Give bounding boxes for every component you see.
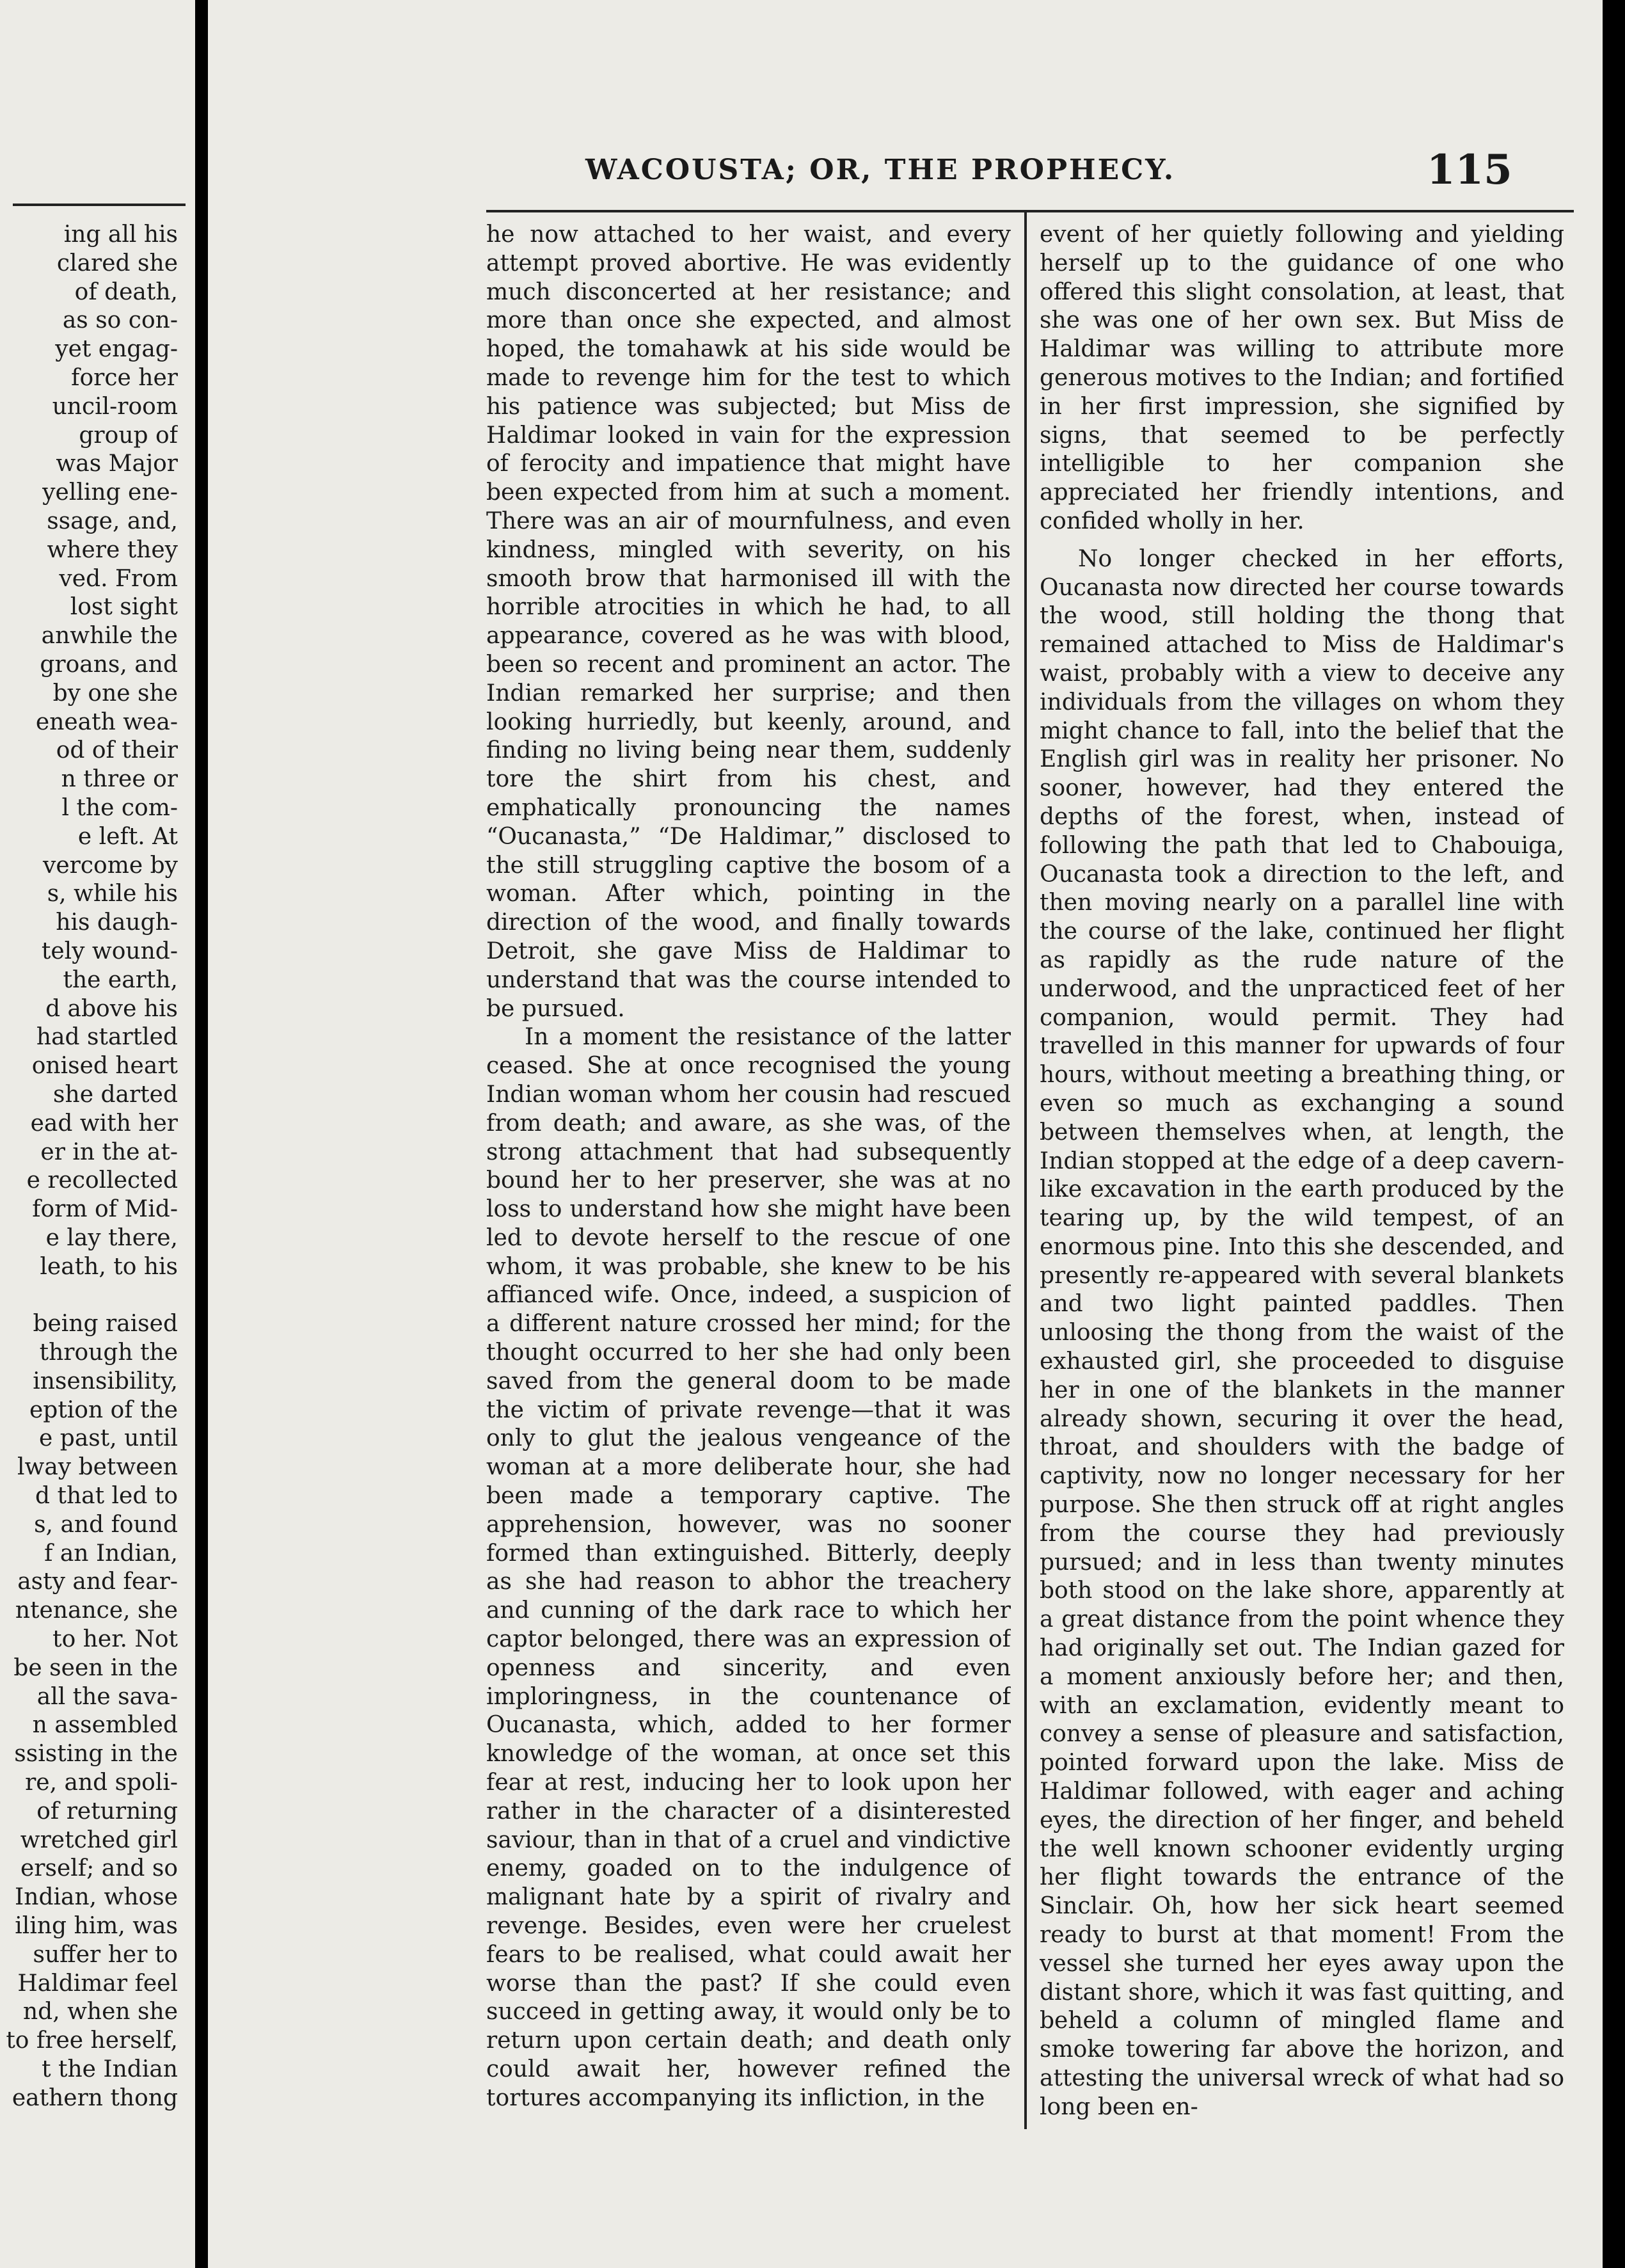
previous-page-line: was Major: [56, 451, 178, 477]
previous-page-line: e recollected: [26, 1167, 178, 1194]
previous-page-line: form of Mid-: [32, 1196, 178, 1223]
previous-page-line: e left. At: [77, 823, 178, 850]
previous-page-line: lway between: [17, 1454, 178, 1481]
previous-page-line: insensibility,: [33, 1368, 178, 1394]
previous-page-line: all the sava-: [36, 1683, 178, 1710]
previous-page-line: n assembled: [32, 1712, 178, 1739]
previous-page-line: nd, when she: [22, 1999, 178, 2025]
header-rule: [486, 210, 1574, 212]
previous-page-line: ing all his: [63, 221, 178, 248]
previous-page-line: to her. Not: [52, 1626, 178, 1653]
previous-page-line: by one she: [52, 680, 178, 707]
running-title: WACOUSTA; OR, THE PROPHECY.: [585, 154, 1176, 186]
previous-page-line: iling him, was: [15, 1913, 178, 1940]
previous-page-line: asty and fear-: [17, 1569, 178, 1595]
previous-page-line: vercome by: [43, 852, 178, 879]
previous-page-line: Indian, whose: [15, 1884, 178, 1911]
previous-page-line: re, and spoli-: [25, 1769, 178, 1796]
previous-page-line: ead with her: [30, 1110, 178, 1137]
previous-page-line: l the com-: [61, 794, 178, 821]
previous-page-line: clared she: [56, 250, 178, 276]
previous-page-line: group of: [79, 422, 178, 449]
paragraph: event of her quietly following and yielding herself up to the guidance of one who offered this slight consolation, at least, that she was one of her own sex. But Miss de Haldimar was willing to attribute more generous motives to the Indian; and fortified in her first impression, she signified by signs, that seemed to be perfectly intelligible to her companion she appreciated her friendly intentions, and confided wholly in her.: [1040, 221, 1564, 534]
previous-page-line: eathern thong: [12, 2084, 178, 2111]
page-number: 115: [1427, 146, 1512, 194]
right-text-column: [1040, 221, 1564, 2134]
previous-page-line: anwhile the: [41, 623, 178, 650]
previous-page-line: tely wound-: [41, 938, 178, 964]
running-header: [208, 146, 1603, 211]
previous-page-line: eption of the: [29, 1396, 178, 1423]
previous-page-line: f an Indian,: [44, 1540, 178, 1567]
previous-page-line: d that led to: [35, 1483, 178, 1510]
previous-page-text-column: [0, 221, 178, 2113]
previous-page-line: of returning: [36, 1798, 178, 1825]
previous-page-line: s, and found: [34, 1511, 178, 1538]
previous-page-line: the earth,: [63, 966, 178, 993]
previous-page-line: s, while his: [47, 881, 178, 907]
column-divider: [1024, 212, 1027, 2129]
previous-page-line: d above his: [45, 995, 178, 1022]
previous-page-line: through the: [39, 1339, 178, 1366]
previous-page-line: [0, 1281, 178, 1310]
previous-page-line: yet engag-: [55, 336, 178, 363]
previous-page-line: to free herself,: [6, 2027, 178, 2054]
previous-page-line: lost sight: [70, 594, 178, 621]
previous-page-line: his daugh-: [56, 909, 178, 936]
previous-page-line: Haldimar feel: [17, 1970, 178, 1997]
previous-page-line: force her: [71, 364, 178, 391]
previous-page-line: being raised: [33, 1311, 178, 1338]
previous-page-line: where they: [47, 536, 178, 563]
previous-page-line: er in the at-: [40, 1138, 178, 1165]
previous-page-line: eneath wea-: [35, 708, 178, 735]
previous-page-line: ssage, and,: [47, 507, 178, 534]
previous-page-line: suffer her to: [33, 1941, 178, 1968]
paragraph: he now attached to her waist, and every attempt proved abortive. He was evidently much disconcerted at her resistance; and more than once she expected, and almost hoped, the tomahawk at his side would be made to revenge him for the test to which his patience was subjected; but Miss de Haldimar looked in vain for the expression of ferocity and impatience that might have been expected from him at such a moment. There was an air of mournfulness, and even kindness, mingled with severity, on his smooth brow that harmonised ill with the horrible atrocities in which he had, to all appearance, covered as he was with blood, been so recent and prominent an actor. The Indian remarked her surprise; and then looking hurriedly, but keenly, around, and finding no living being near them, suddenly tore the shirt from his chest, and emphatically pronouncing the names “Oucanasta,” “De Haldimar,” disclosed to the still struggling captive the bosom of a woman. After which, pointing in the direction of the wood, and finally towards Detroit, she gave Miss de Haldimar to understand that was the course intended to be pursued.: [486, 221, 1011, 1022]
paragraph: In a moment the resistance of the latter ceased. She at once recognised the young Indian woman whom her cousin had rescued from death; and aware, as she was, of the strong attachment that had subsequently bound her to her preserver, she was at no loss to understand how she might have been led to devote herself to the rescue of one whom, it was probable, she knew to be his affianced wife. Once, indeed, a suspicion of a different nature crossed her mind; for the thought occurred to her she had only been saved from the general doom to be made the victim of private revenge—that it was only to glut the jealous vengeance of the woman at a more deliberate hour, she had been made a temporary captive. The apprehension, however, was no sooner formed than extinguished. Bitterly, deeply as she had reason to abhor the treachery and cunning of the dark race to which her captor belonged, there was an expression of openness and sincerity, and even imploringness, in the countenance of Oucanasta, which, added to her former knowledge of the woman, at once set this fear at rest, inducing her to look upon her rather in the character of a disinterested saviour, than in that of a cruel and vindictive enemy, goaded on to the indulgence of malignant hate by a spirit of rivalry and revenge. Besides, even were her cruelest fears to be realised, what could await her worse than the past? If she could even succeed in getting away, it would only be to return upon certain death; and death only could await her, however refined the tortures accompanying its infliction, in the: [486, 1024, 1011, 2111]
current-page: [208, 0, 1603, 2268]
previous-page-line: e past, until: [39, 1425, 178, 1452]
previous-page-line: leath, to his: [40, 1253, 178, 1280]
previous-page-line: as so con-: [62, 307, 178, 334]
previous-page-line: ved. From: [59, 565, 178, 592]
previous-page-line: wretched girl: [20, 1826, 178, 1853]
previous-page: [0, 0, 195, 2268]
previous-page-line: od of their: [56, 737, 178, 764]
previous-page-line: had startled: [36, 1024, 178, 1051]
previous-page-line: t the Indian: [42, 2056, 178, 2082]
paragraph: No longer checked in her efforts, Oucanasta now directed her course towards the wood, still holding the thong that remained attached to Miss de Haldimar's waist, probably with a view to deceive any individuals from the villages on whom they might chance to fall, into the belief that the English girl was in reality her prisoner. No sooner, however, had they entered the depths of the forest, when, instead of following the path that led to Chabouiga, Oucanasta took a direction to the left, and then moving nearly on a parallel line with the course of the lake, continued her flight as rapidly as the rude nature of the underwood, and the unpracticed feet of her companion, would permit. They had travelled in this manner for upwards of four hours, without meeting a breathing thing, or even so much as exchanging a sound between themselves when, at length, the Indian stopped at the edge of a deep cavern-like excavation in the earth produced by the tearing up, by the wild tempest, of an enormous pine. Into this she descended, and presently re-appeared with several blankets and two light painted paddles. Then unloosing the thong from the waist of the exhausted girl, she proceeded to disguise her in one of the blankets in the manner already shown, securing it over the head, throat, and shoulders with the badge of captivity, now no longer necessary for her purpose. She then struck off at right angles from the course they had previously pursued; and in less than twenty minutes both stood on the lake shore, apparently at a great distance from the point whence they had originally set out. The Indian gazed for a moment anxiously before her; and then, with an exclamation, evidently meant to convey a sense of pleasure and satisfaction, pointed forward upon the lake. Miss de Haldimar followed, with eager and aching eyes, the direction of her finger, and beheld the well known schooner evidently urging her flight towards the entrance of the Sinclair. Oh, how her sick heart seemed ready to burst at that moment! From the vessel she turned her eyes away upon the distant shore, which it was fast quitting, and beheld a column of mingled flame and smoke towering far above the horizon, and attesting the universal wreck of what had so long been en-: [1040, 545, 1564, 2120]
previous-page-line: be seen in the: [13, 1654, 178, 1681]
previous-page-header-rule: [13, 204, 186, 206]
previous-page-line: n three or: [61, 766, 178, 793]
previous-page-line: ssisting in the: [14, 1741, 178, 1768]
previous-page-line: onised heart: [31, 1053, 178, 1080]
previous-page-line: groans, and: [40, 651, 178, 678]
previous-page-line: she darted: [53, 1081, 178, 1108]
previous-page-line: e lay there,: [45, 1224, 178, 1251]
previous-page-line: of death,: [74, 278, 178, 305]
left-text-column: [486, 221, 1011, 2134]
previous-page-line: ntenance, she: [15, 1597, 178, 1624]
previous-page-line: yelling ene-: [42, 479, 178, 506]
previous-page-line: erself; and so: [20, 1855, 178, 1882]
previous-page-line: uncil-room: [52, 393, 178, 420]
